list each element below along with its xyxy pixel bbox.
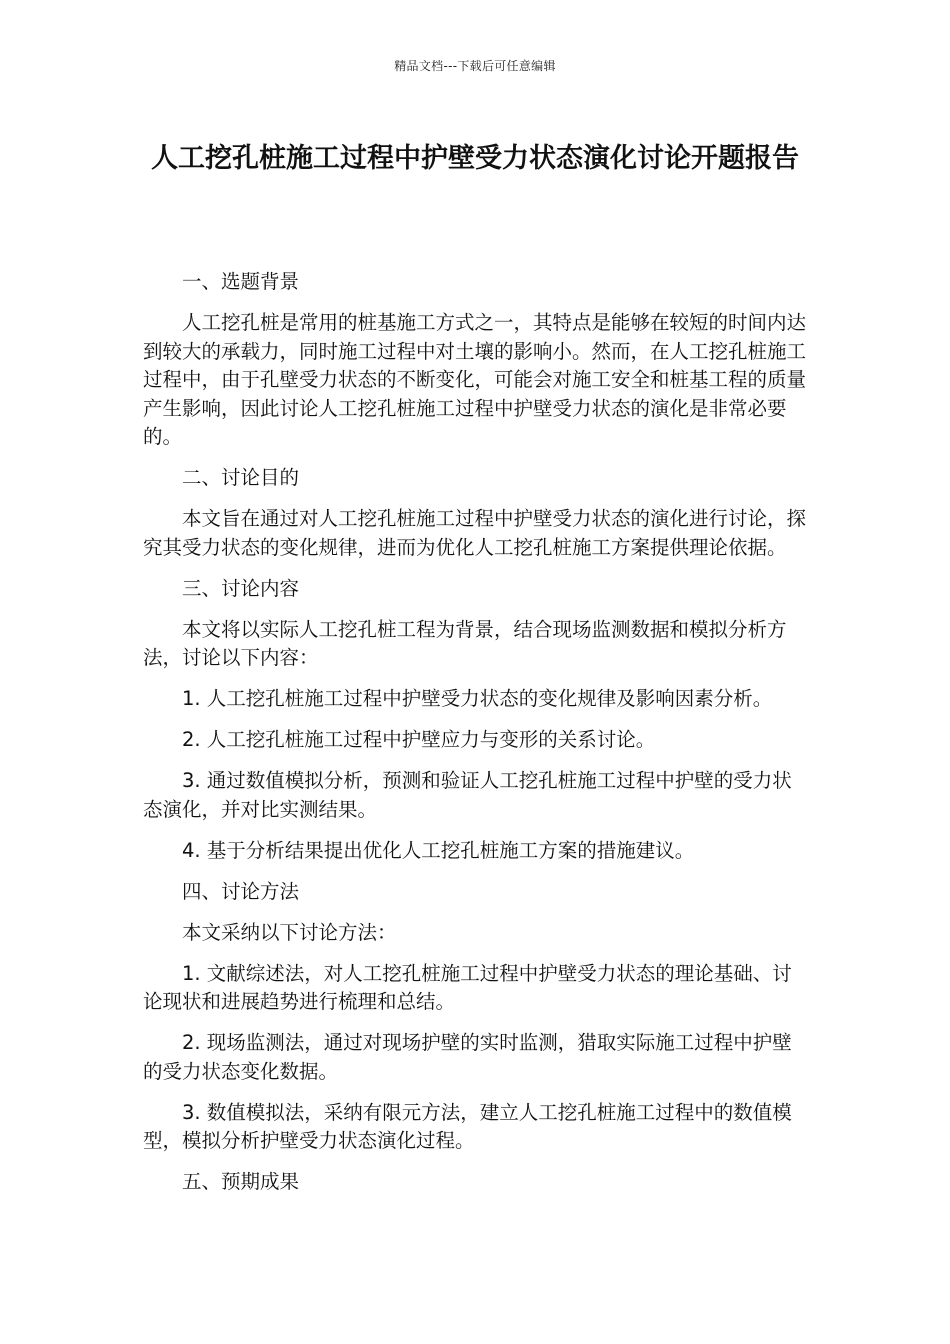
paragraph: 人工挖孔桩是常用的桩基施工方式之一，其特点是能够在较短的时间内达到较大的承载力，同时施工过程中对土壤的影响小。然而，在人工挖孔桩施工过程中，由于孔壁受力状态的不断变化，可能会对施工安全和桩基工程的质量产生影响，因此讨论人工挖孔桩施工过程中护壁受力状态的演化是非常必要的。 — [143, 311, 807, 448]
section-heading: 二、讨论目的 — [182, 466, 300, 489]
list-item: 1. 人工挖孔桩施工过程中护壁受力状态的变化规律及影响因素分析。 — [182, 687, 773, 710]
list-item: 2. 现场监测法，通过对现场护壁的实时监测，猎取实际施工过程中护壁的受力状态变化数据。 — [143, 1031, 792, 1083]
document-body — [143, 268, 811, 1209]
section-heading: 一、选题背景 — [182, 270, 300, 293]
page-header-note: 精品文档---下载后可任意编辑 — [394, 59, 556, 73]
paragraph: 本文采纳以下讨论方法： — [182, 920, 397, 944]
section-heading: 五、预期成果 — [182, 1170, 300, 1193]
document-title: 人工挖孔桩施工过程中护壁受力状态演化讨论开题报告 — [151, 143, 799, 174]
list-item: 3. 通过数值模拟分析，预测和验证人工挖孔桩施工过程中护壁的受力状态演化，并对比实测结果。 — [143, 769, 792, 821]
list-item: 4. 基于分析结果提出优化人工挖孔桩施工方案的措施建议。 — [182, 838, 695, 862]
list-item: 3. 数值模拟法，采纳有限元方法，建立人工挖孔桩施工过程中的数值模型，模拟分析护壁受力状态演化过程。 — [143, 1100, 792, 1152]
paragraph: 本文旨在通过对人工挖孔桩施工过程中护壁受力状态的演化进行讨论，探究其受力状态的变化规律，进而为优化人工挖孔桩施工方案提供理论依据。 — [143, 507, 807, 559]
list-item: 2. 人工挖孔桩施工过程中护壁应力与变形的关系讨论。 — [182, 728, 656, 751]
paragraph: 本文将以实际人工挖孔桩工程为背景，结合现场监测数据和模拟分析方法，讨论以下内容： — [143, 617, 787, 669]
section-heading: 三、讨论内容 — [182, 576, 300, 600]
list-item: 1. 文献综述法，对人工挖孔桩施工过程中护壁受力状态的理论基础、讨论现状和进展趋势进行梳理和总结。 — [143, 961, 792, 1013]
section-heading: 四、讨论方法 — [182, 879, 300, 903]
